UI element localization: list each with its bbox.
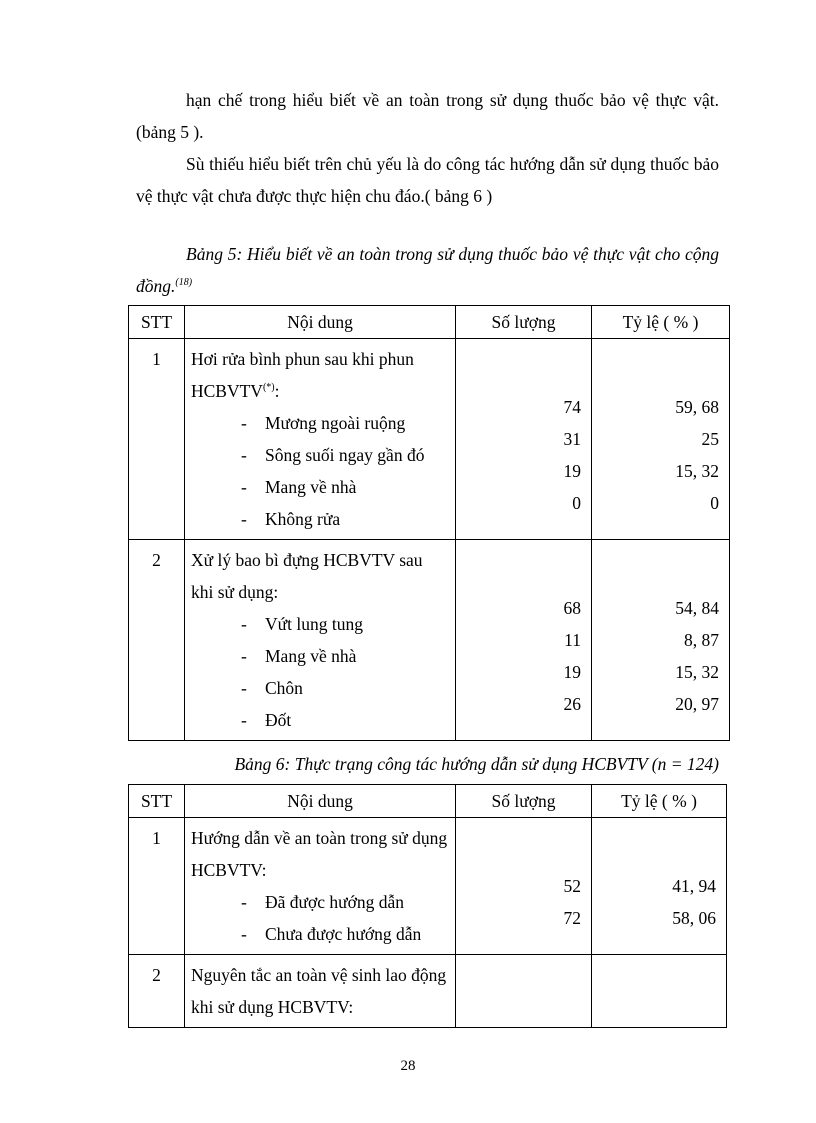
table6-row1-percents	[592, 818, 727, 955]
list-dash: -	[241, 710, 247, 730]
table6-row1-title: Hướng dẫn về an toàn trong sử dụng HCBVTV:	[191, 828, 448, 880]
list-item-label: Mang về nhà	[265, 646, 357, 666]
table-row	[129, 955, 727, 1028]
table5-row1-title-sup: (*)	[262, 382, 275, 394]
table5-row1-content	[185, 339, 456, 540]
list-dash: -	[241, 509, 247, 529]
list-dash: -	[241, 924, 247, 944]
count-value: 68	[563, 598, 581, 618]
list-dash: -	[241, 413, 247, 433]
table5-row1-title-suffix: :	[274, 381, 280, 401]
table6-row2-content	[185, 955, 456, 1028]
list-item-label: Mương ngoài ruộng	[265, 413, 406, 433]
table6-row1-content	[185, 818, 456, 955]
list-item	[191, 886, 449, 918]
table5-header-percent: Tỷ lệ ( % )	[592, 306, 730, 339]
table6-row2-count	[456, 955, 592, 1028]
percent-value: 59, 68	[675, 397, 719, 417]
list-item-label: Sông suối ngay gần đó	[265, 445, 425, 465]
intro-paragraph-2: Sù thiếu hiểu biết trên chủ yếu là do công tác hướng dẫn sử dụng thuốc bảo vệ thực vật chưa được thực hiện chu đáo.( bảng 6 )	[136, 154, 719, 206]
table6-row2-stt: 2	[129, 955, 185, 1028]
count-value: 74	[563, 397, 581, 417]
table5-row2-title: Xử lý bao bì đựng HCBVTV sau khi sử dụng:	[191, 550, 423, 602]
list-item-label: Đốt	[265, 710, 292, 730]
list-dash: -	[241, 678, 247, 698]
table5-row1-counts	[456, 339, 592, 540]
percent-value: 58, 06	[672, 908, 716, 928]
count-value: 52	[563, 876, 581, 896]
intro-paragraph-1: hạn chế trong hiểu biết về an toàn trong sử dụng thuốc bảo vệ thực vật. (bảng 5 ).	[136, 90, 719, 142]
table-row	[129, 818, 727, 955]
table-row	[129, 339, 730, 540]
percent-value: 15, 32	[675, 662, 719, 682]
page-number: 28	[400, 1058, 416, 1074]
table5-row2-percents	[592, 540, 730, 741]
table6-row1-stt: 1	[129, 818, 185, 955]
table5-row2-stt: 2	[129, 540, 185, 741]
table5-row1-title-text: Hơi rửa bình phun sau khi phun HCBVTV	[191, 349, 414, 401]
list-item-label: Không rửa	[265, 509, 341, 529]
list-dash: -	[241, 445, 247, 465]
table6-header-content: Nội dung	[185, 785, 456, 818]
list-item	[191, 503, 449, 535]
list-dash: -	[241, 892, 247, 912]
percent-value: 8, 87	[684, 630, 719, 650]
list-dash: -	[241, 614, 247, 634]
count-value: 0	[572, 493, 581, 513]
count-value: 19	[563, 662, 581, 682]
count-value: 19	[563, 461, 581, 481]
list-item	[191, 439, 449, 471]
table5-row1-stt: 1	[129, 339, 185, 540]
percent-value: 20, 97	[675, 694, 719, 714]
table5-caption-text: Bảng 5: Hiểu biết về an toàn trong sử dụng thuốc bảo vệ thực vật cho cộng đồng.	[136, 244, 719, 296]
list-item	[191, 407, 449, 439]
percent-value: 15, 32	[675, 461, 719, 481]
count-value: 31	[563, 429, 581, 449]
percent-value: 25	[701, 429, 719, 449]
list-item-label: Vứt lung tung	[265, 614, 363, 634]
table5-caption-ref: (18)	[175, 277, 193, 289]
list-item	[191, 672, 449, 704]
table-row	[129, 540, 730, 741]
list-item-label: Đã được hướng dẫn	[265, 892, 405, 912]
percent-value: 41, 94	[672, 876, 716, 896]
table5-header-row	[129, 306, 730, 339]
table5-row2-counts	[456, 540, 592, 741]
table5-header-stt: STT	[129, 306, 185, 339]
table6-row2-title: Nguyên tắc an toàn vệ sinh lao động khi sử dụng HCBVTV:	[191, 965, 447, 1017]
list-item	[191, 471, 449, 503]
count-value: 72	[563, 908, 581, 928]
list-item-label: Chưa được hướng dẫn	[265, 924, 422, 944]
table6-header-count: Số lượng	[456, 785, 592, 818]
table6-header-percent: Tỷ lệ ( % )	[592, 785, 727, 818]
table5-header-count: Số lượng	[456, 306, 592, 339]
count-value: 11	[564, 630, 581, 650]
table5-row2-content	[185, 540, 456, 741]
table6-header-row	[129, 785, 727, 818]
table5-row1-title	[191, 343, 449, 407]
table5-header-content: Nội dung	[185, 306, 456, 339]
table-5	[128, 305, 730, 741]
list-item	[191, 704, 449, 736]
table6-header-stt: STT	[129, 785, 185, 818]
list-item	[191, 918, 449, 950]
list-item	[191, 608, 449, 640]
table5-row1-percents	[592, 339, 730, 540]
percent-value: 54, 84	[675, 598, 719, 618]
list-item-label: Mang về nhà	[265, 477, 357, 497]
list-item	[191, 640, 449, 672]
percent-value: 0	[710, 493, 719, 513]
list-dash: -	[241, 646, 247, 666]
table6-caption: Bảng 6: Thực trạng công tác hướng dẫn sử dụng HCBVTV (n = 124)	[234, 754, 719, 774]
list-item-label: Chôn	[265, 678, 303, 698]
table-6	[128, 784, 727, 1028]
count-value: 26	[563, 694, 581, 714]
table6-row2-percent	[592, 955, 727, 1028]
table5-caption	[136, 238, 719, 302]
table6-row1-counts	[456, 818, 592, 955]
list-dash: -	[241, 477, 247, 497]
